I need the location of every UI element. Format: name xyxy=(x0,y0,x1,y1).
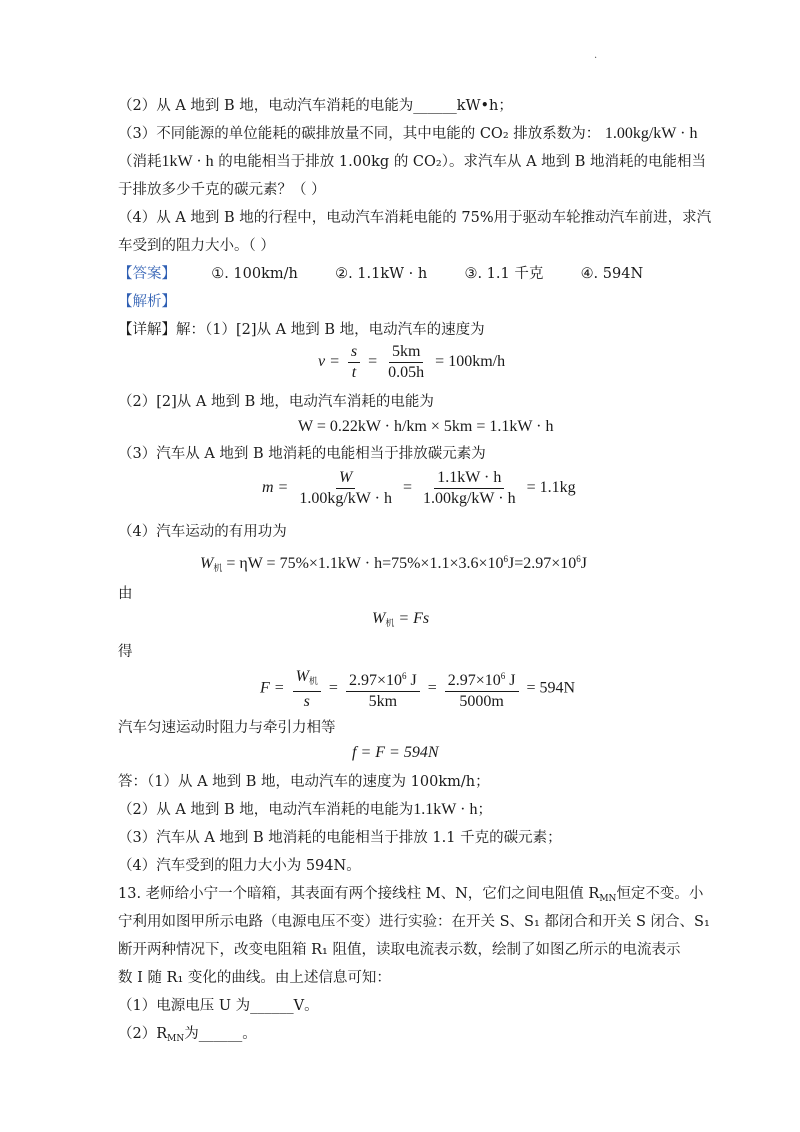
q13-line2: 宁利用如图甲所示电路（电源电压不变）进行实验：在开关 S、S₁ 都闭合和开关 S 闭合、S₁ xyxy=(118,914,710,930)
equation-work-force xyxy=(372,608,429,634)
eq6-lhs: F = xyxy=(260,679,285,697)
q3-text-b-pre: （消耗 xyxy=(118,154,162,170)
eq1-rhs: = 100km/h xyxy=(435,353,506,371)
eq6-frac3 xyxy=(445,666,519,712)
eq5-rest: = Fs xyxy=(394,610,430,627)
q3-line2 xyxy=(118,152,706,172)
equation-carbon xyxy=(262,468,576,509)
eq4-w: W xyxy=(200,555,214,572)
q13-line1-text: 13. 老师给小宁一个暗箱，其表面有两个接线柱 M、N，它们之间电阻值 R xyxy=(118,886,600,902)
equation-friction: f = F = 594N xyxy=(352,744,439,761)
answer-label: 【答案】 xyxy=(118,266,176,282)
q3-coefficient: 1.00kg/kW · h xyxy=(604,125,698,142)
detail-line1 xyxy=(118,320,485,340)
detail-step6: 得 xyxy=(118,644,133,660)
q4-line2: 车受到的阻力大小。（ ） xyxy=(118,238,275,254)
conclusion-1: 答：（1）从 A 地到 B 地，电动汽车的速度为 100km/h； xyxy=(118,774,490,790)
eq6-equals1: = xyxy=(328,679,338,697)
eq6-num3-exp: 6 xyxy=(500,671,506,681)
eq3-den1: 1.00kg/kW · h xyxy=(299,490,392,507)
conclusion-2-post: ； xyxy=(477,802,492,818)
eq1-equals: = xyxy=(368,353,378,371)
eq6-num3-base: 2.97×10 xyxy=(447,672,501,689)
eq6-frac2 xyxy=(346,666,420,712)
q4-line1: （4）从 A 地到 B 地的行程中，电动汽车消耗电能的 75%用于驱动车轮推动汽车前进，求汽 xyxy=(118,210,712,226)
eq4-rest: = ηW = 75%×1.1kW · h=75%×1.1×3.6×10 xyxy=(222,555,504,572)
equation-energy: W = 0.22kW · h/km × 5km = 1.1kW · h xyxy=(298,418,554,435)
conclusion-4: （4）汽车受到的阻力大小为 594N。 xyxy=(118,858,361,874)
detail-step3: （3）汽车从 A 地到 B 地消耗的电能相当于排放碳元素为 xyxy=(118,446,486,462)
eq6-frac1 xyxy=(293,667,321,712)
answer-2: ②. 1.1kW · h xyxy=(335,266,428,282)
eq1-num1: s xyxy=(348,342,360,363)
detail-step5: 由 xyxy=(118,586,133,602)
q13-line6-pre: （2）R xyxy=(118,1026,168,1042)
eq3-lhs: m = xyxy=(262,479,289,497)
eq3-num1: W xyxy=(336,468,355,489)
conclusion-2 xyxy=(118,800,492,820)
detail-step1: 解：（1）[2]从 A 地到 B 地，电动汽车的速度为 xyxy=(176,322,485,338)
q3-line3: 于排放多少千克的碳元素？（ ） xyxy=(118,182,326,198)
eq6-num2-unit: J xyxy=(406,672,417,689)
q13-line6-sub: MN xyxy=(167,1034,185,1044)
equation-work xyxy=(200,548,587,579)
equation-force xyxy=(260,666,575,712)
eq5-w: W xyxy=(372,610,386,627)
eq6-num1-sub: 机 xyxy=(308,675,318,686)
eq6-num3 xyxy=(445,666,519,692)
page-mark: . xyxy=(594,50,598,61)
detail-step7: 汽车匀速运动时阻力与牵引力相等 xyxy=(118,720,336,736)
eq1-num2: 5km xyxy=(389,342,423,363)
conclusion-2-value: 1.1kW · h xyxy=(413,801,478,818)
detail-label: 【详解】 xyxy=(118,322,176,338)
eq6-den2: 5km xyxy=(368,693,398,710)
eq3-equals: = xyxy=(402,479,412,497)
eq6-den1: s xyxy=(303,692,310,710)
eq1-den2: 0.05h xyxy=(388,364,425,381)
q13-line6-post: 为______。 xyxy=(184,1026,257,1042)
answer-1: ①. 100km/h xyxy=(211,266,298,282)
q13-line5: （1）电源电压 U 为______V。 xyxy=(118,998,319,1014)
q13-line1-end: 恒定不变。小 xyxy=(616,886,704,902)
q13-line1-sub: MN xyxy=(599,894,617,904)
conclusion-3: （3）汽车从 A 地到 B 地消耗的电能相当于排放 1.1 千克的碳元素； xyxy=(118,830,562,846)
eq6-rhs: = 594N xyxy=(526,679,576,697)
q13-line4: 数 I 随 R₁ 变化的曲线。由上述信息可知： xyxy=(118,970,391,986)
detail-step2: （2）[2]从 A 地到 B 地，电动汽车消耗的电能为 xyxy=(118,394,434,410)
eq6-num2 xyxy=(346,666,420,692)
q13-line3: 断开两种情况下，改变电阻箱 R₁ 阻值，读取电流表示数，绘制了如图乙所示的电流表示 xyxy=(118,942,681,958)
eq1-frac1 xyxy=(348,342,360,383)
eq6-num1 xyxy=(293,667,321,692)
eq3-num2: 1.1kW · h xyxy=(434,468,504,489)
eq4-sub: 机 xyxy=(213,563,223,573)
answer-row xyxy=(118,264,643,284)
conclusion-2-pre: （2）从 A 地到 B 地，电动汽车消耗的电能为 xyxy=(118,802,414,818)
eq1-den1: t xyxy=(351,364,357,381)
eq6-equals2: = xyxy=(427,679,437,697)
eq5-sub: 机 xyxy=(385,618,395,628)
equation-velocity xyxy=(318,342,505,383)
eq3-frac1 xyxy=(296,468,395,509)
eq6-num2-base: 2.97×10 xyxy=(348,672,402,689)
analysis-label: 【解析】 xyxy=(118,294,176,310)
eq6-num2-exp: 6 xyxy=(401,671,407,681)
eq4-mid: J=2.97×10 xyxy=(507,555,577,572)
eq1-lhs: v = xyxy=(318,353,340,371)
eq3-rhs: = 1.1kg xyxy=(526,479,576,497)
q3-line1 xyxy=(118,124,697,144)
q3-text-a: （3）不同能源的单位能耗的碳排放量不同，其中电能的 CO₂ 排放系数为： xyxy=(118,126,601,142)
answer-3: ③. 1.1 千克 xyxy=(464,266,544,282)
answer-4: ④. 594N xyxy=(580,266,644,282)
q3-unit: 1kW · h xyxy=(161,153,214,170)
eq3-den2: 1.00kg/kW · h xyxy=(422,490,516,507)
eq4-exp2: 6 xyxy=(576,554,581,564)
q2-text: （2）从 A 地到 B 地，电动汽车消耗的电能为______kW•h； xyxy=(118,98,513,114)
eq4-exp1: 6 xyxy=(503,554,508,564)
eq1-frac2 xyxy=(385,342,427,383)
eq6-den3: 5000m xyxy=(459,693,504,710)
eq6-num1-w: W xyxy=(295,667,309,685)
eq4-end: J xyxy=(580,555,587,572)
q13-line6 xyxy=(118,1024,257,1049)
eq3-frac2 xyxy=(420,468,519,509)
q13-line1 xyxy=(118,884,703,909)
eq6-num3-unit: J xyxy=(505,672,516,689)
detail-step4: （4）汽车运动的有用功为 xyxy=(118,524,287,540)
q3-text-b-post: 的电能相当于排放 1.00kg 的 CO₂）。求汽车从 A 地到 B 地消耗的电能相当 xyxy=(213,154,707,170)
